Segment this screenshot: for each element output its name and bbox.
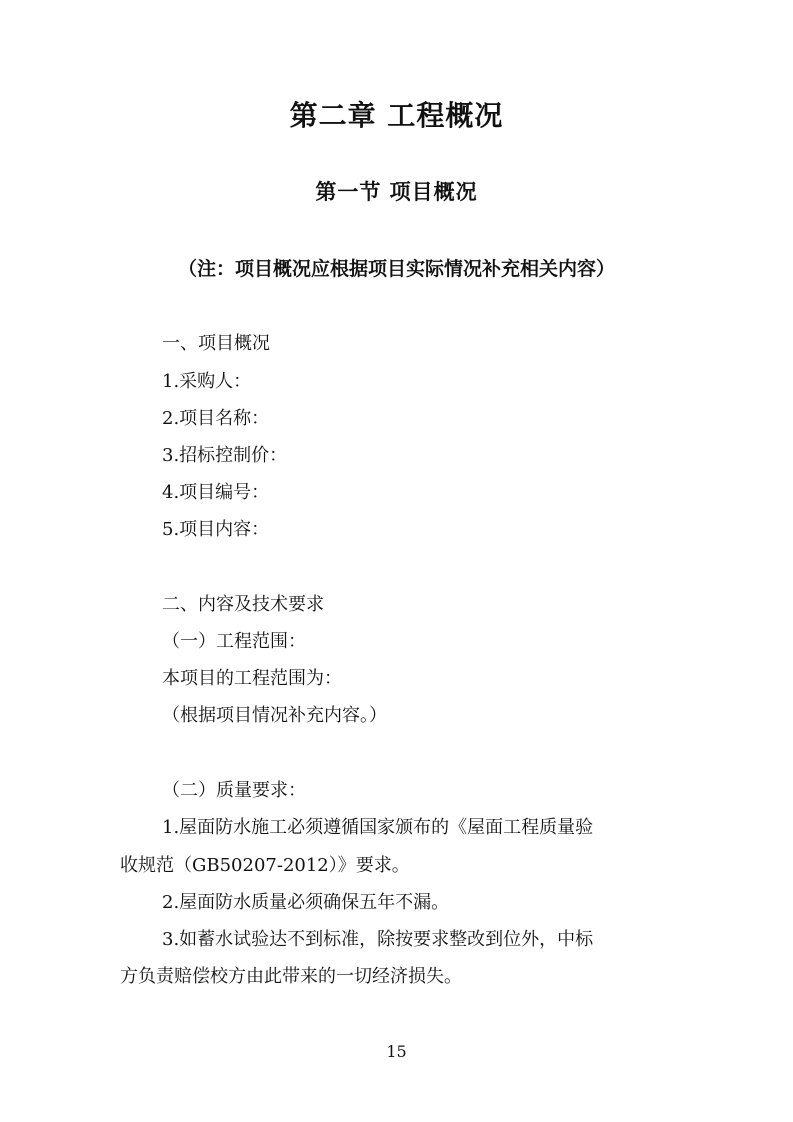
quality-heading: （二）质量要求： [162, 780, 306, 801]
scope-text: 本项目的工程范围为： [162, 668, 342, 689]
list-item-project-name: 2.项目名称： [162, 408, 270, 429]
scope-heading: （一）工程范围： [162, 631, 306, 652]
list-item-purchaser: 1.采购人： [162, 371, 252, 392]
quality-item-1-line2: 收规范（GB50207-2012）》要求。 [120, 855, 410, 876]
list-item-project-number: 4.项目编号： [162, 482, 270, 503]
quality-item-1-line1: 1.屋面防水施工必须遵循国家颁布的《屋面工程质量验 [162, 817, 594, 838]
scope-note: （根据项目情况补充内容。） [162, 705, 387, 726]
page-number: 15 [386, 1042, 407, 1061]
list-item-control-price: 3.招标控制价： [162, 445, 288, 466]
quality-item-3-line1: 3.如蓄水试验达不到标准，除按要求整改到位外，中标 [162, 929, 594, 950]
section-title: 第一节 项目概况 [315, 180, 478, 204]
quality-item-2: 2.屋面防水质量必须确保五年不漏。 [162, 892, 450, 913]
part2-heading: 二、内容及技术要求 [162, 594, 324, 615]
quality-item-3-line2: 方负责赔偿校方由此带来的一切经济损失。 [120, 966, 462, 987]
list-item-project-content: 5.项目内容： [162, 519, 270, 540]
chapter-title: 第二章 工程概况 [289, 99, 504, 132]
part1-heading: 一、项目概况 [162, 333, 270, 354]
section-note: （注：项目概况应根据项目实际情况补充相关内容） [177, 258, 615, 280]
